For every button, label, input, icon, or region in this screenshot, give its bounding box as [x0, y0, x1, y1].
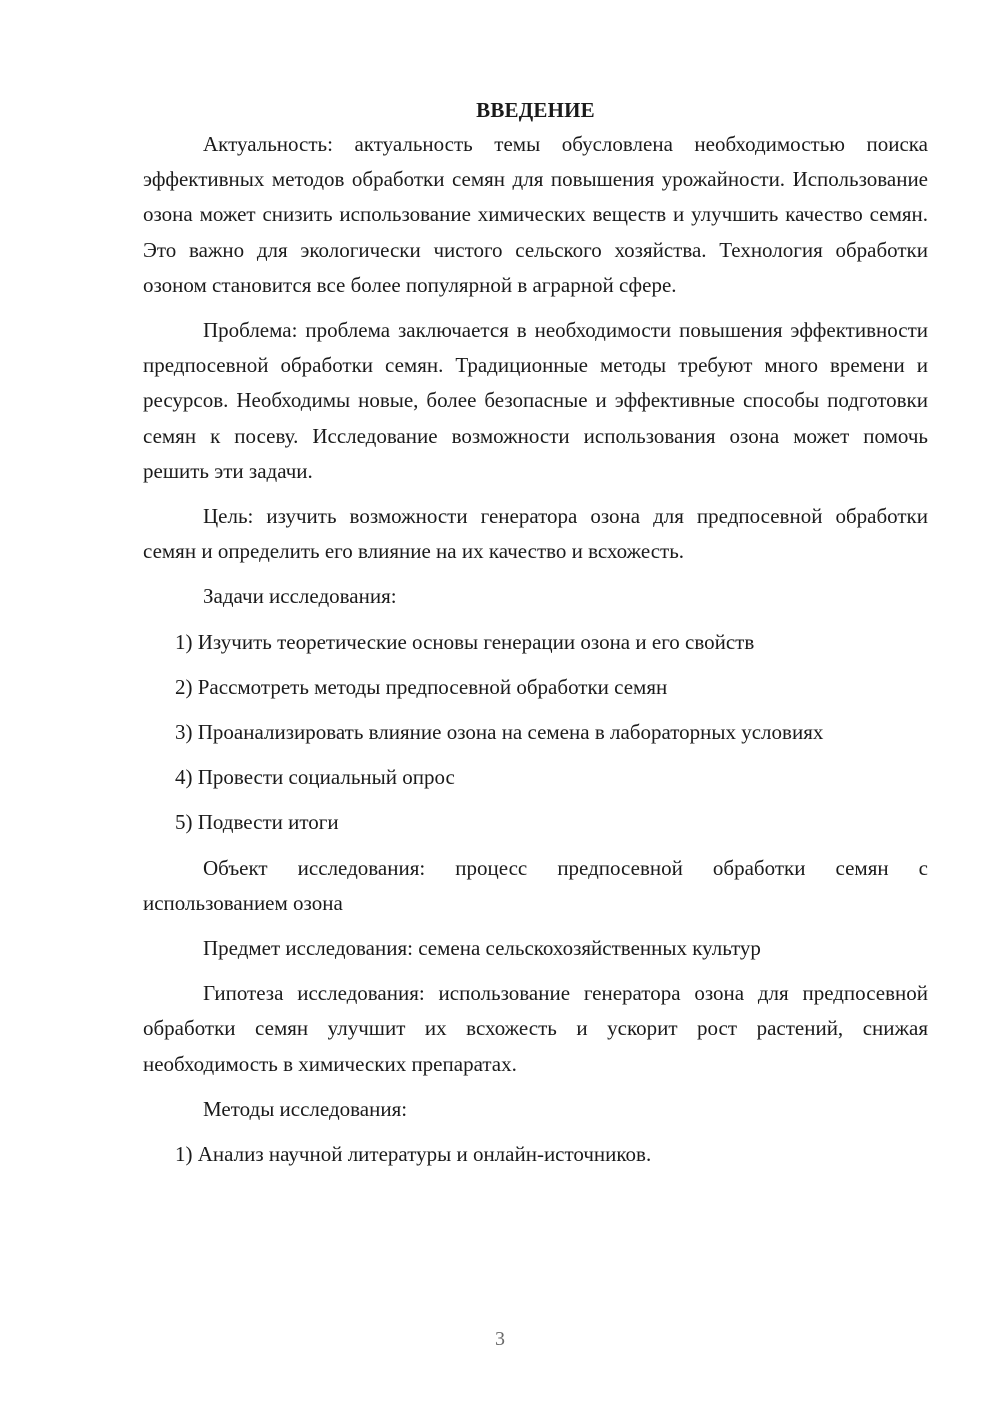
- task-item-4: 4) Провести социальный опрос: [175, 765, 455, 790]
- task-item-1: 1) Изучить теоретические основы генерации озона и его свойств: [175, 629, 755, 654]
- problem-paragraph: Проблема: проблема заключается в необходимости повышения эффективности предпосевной обработки семян. Традиционные методы требуют много времени и ресурсов. Необходимы новые, более безопасные и эффективные способы подготовки семян к посеву. Исследование возможности использования озона может помочь решить эти задачи.: [143, 318, 928, 483]
- methods-title: Методы исследования:: [203, 1096, 408, 1121]
- page-number: 3: [495, 1328, 505, 1350]
- method-item-1: 1) Анализ научной литературы и онлайн-источников.: [175, 1142, 652, 1167]
- object-paragraph: Объект исследования: процесс предпосевной обработки семян с использованием озона: [143, 855, 928, 915]
- subject-paragraph: Предмет исследования: семена сельскохозяйственных культур: [203, 936, 761, 961]
- tasks-title: Задачи исследования:: [203, 584, 397, 609]
- section-heading: ВВЕДЕНИЕ: [476, 98, 595, 122]
- relevance-paragraph: Актуальность: актуальность темы обусловлена необходимостью поиска эффективных методов обработки семян для повышения урожайности. Использование озона может снизить использование химических веществ и улучшить качество семян. Это важно для экологически чистого сельского хозяйства. Технология обработки озоном становится все более популярной в аграрной сфере.: [143, 132, 928, 297]
- hypothesis-paragraph: Гипотеза исследования: использование генератора озона для предпосевной обработки семян улучшит их всхожесть и ускорит рост растений, снижая необходимость в химических препаратах.: [143, 981, 928, 1076]
- document-page: [143, 94, 928, 1172]
- task-item-2: 2) Рассмотреть методы предпосевной обработки семян: [175, 674, 668, 699]
- task-item-5: 5) Подвести итоги: [175, 810, 339, 835]
- goal-paragraph: Цель: изучить возможности генератора озона для предпосевной обработки семян и определить его влияние на их качество и всхожесть.: [143, 504, 928, 564]
- task-item-3: 3) Проанализировать влияние озона на семена в лабораторных условиях: [175, 720, 824, 745]
